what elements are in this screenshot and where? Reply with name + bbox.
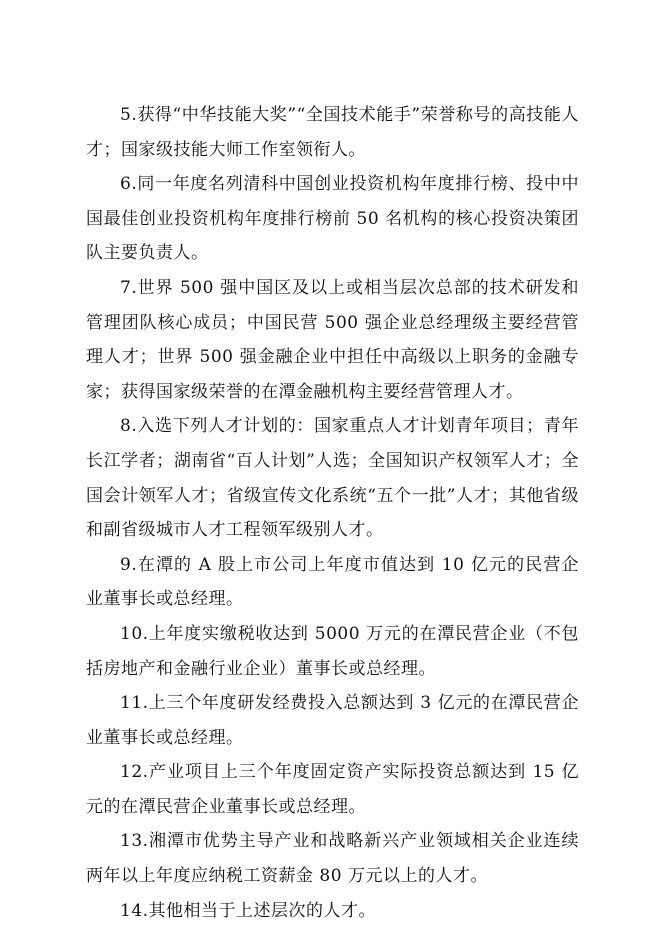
- paragraph-item-11: 11.上三个年度研发经费投入总额达到 3 亿元的在潭民营企业董事长或总经理。: [86, 693, 579, 748]
- paragraph-item-9: 9.在潭的 A 股上市公司上年度市值达到 10 亿元的民营企业董事长或总经理。: [86, 554, 579, 610]
- paragraph-item-12: 12.产业项目上三个年度固定资产实际投资总额达到 15 亿元的在潭民营企业董事长或总经理。: [86, 762, 579, 817]
- paragraph-item-7: 7.世界 500 强中国区及以上或相当层次总部的技术研发和管理团队核心成员；中国民营 500 强企业总经理级主要经营管理人才；世界 500 强金融企业中担任中高级以上职务的金融专家；获得国家级荣誉的在潭金融机构主要经营管理人才。: [86, 277, 579, 402]
- paragraph-item-14: 14.其他相当于上述层次的人才。: [120, 900, 377, 921]
- paragraph-item-13: 13.湘潭市优势主导产业和战略新兴产业领域相关企业连续两年以上年度应纳税工资薪金 80 万元以上的人才。: [86, 831, 579, 887]
- paragraph-item-5: 5.获得“中华技能大奖”“全国技术能手”荣誉称号的高技能人才；国家级技能大师工作室领衔人。: [86, 105, 579, 160]
- paragraph-item-6: 6.同一年度名列清科中国创业投资机构年度排行榜、投中中国最佳创业投资机构年度排行榜前 50 名机构的核心投资决策团队主要负责人。: [86, 174, 579, 264]
- paragraph-item-8: 8.入选下列人才计划的：国家重点人才计划青年项目；青年长江学者；湖南省“百人计划”人选；全国知识产权领军人才；全国会计领军人才；省级宣传文化系统“五个一批”人才；其他省级和副省级城市人才工程领军级别人才。: [86, 416, 579, 541]
- paragraph-item-10: 10.上年度实缴税收达到 5000 万元的在潭民营企业（不包括房地产和金融行业企业）董事长或总经理。: [86, 623, 579, 679]
- document-body: [86, 98, 579, 928]
